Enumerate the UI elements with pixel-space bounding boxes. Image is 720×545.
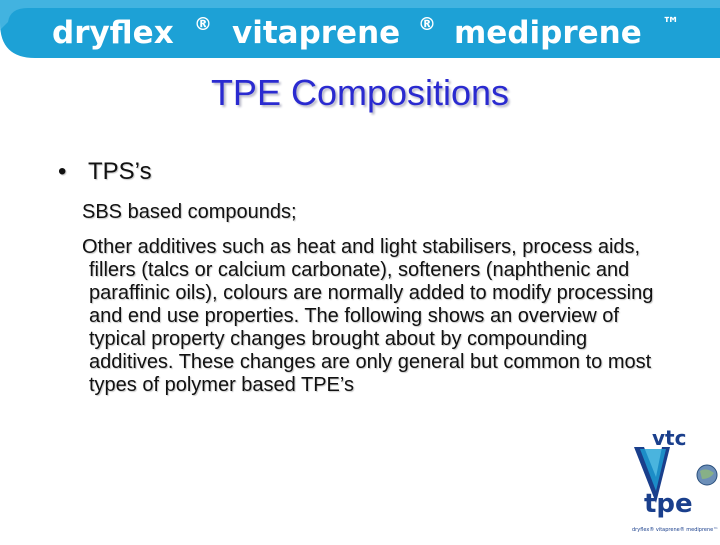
brand-dryflex-reg: ®	[194, 14, 212, 35]
bullet-item	[58, 158, 152, 186]
bullet-marker: •	[58, 158, 67, 185]
logo-vtc-text: vtc	[652, 426, 687, 450]
additives-text: Other additives such as heat and light stabilisers, process aids, fillers (talcs or calcium carbonate), softeners (naphthenic and paraffinic oils), colours are normally added to modify processing and end use properties. The following shows an overview of typical property changes brought about by compounding additives. These changes are only general but common to most types of polymer based TPE’s	[82, 236, 654, 396]
bullet-text: TPS’s	[88, 158, 152, 185]
logo-tpe-text: tpe	[644, 489, 693, 519]
brand-banner	[0, 0, 720, 58]
brand-mediprene-tm: ™	[662, 14, 680, 35]
additives-paragraph	[82, 236, 672, 397]
brand-mediprene: mediprene	[454, 15, 642, 51]
slide-title: TPE Compositions	[210, 72, 510, 113]
vtc-tpe-logo	[626, 425, 720, 540]
brand-dryflex: dryflex	[52, 15, 174, 51]
brand-vitaprene-reg: ®	[418, 14, 436, 35]
logo-tagline: dryflex® vitaprene® mediprene™	[632, 527, 719, 533]
sbs-paragraph: SBS based compounds;	[82, 201, 297, 223]
brand-vitaprene: vitaprene	[232, 15, 401, 51]
